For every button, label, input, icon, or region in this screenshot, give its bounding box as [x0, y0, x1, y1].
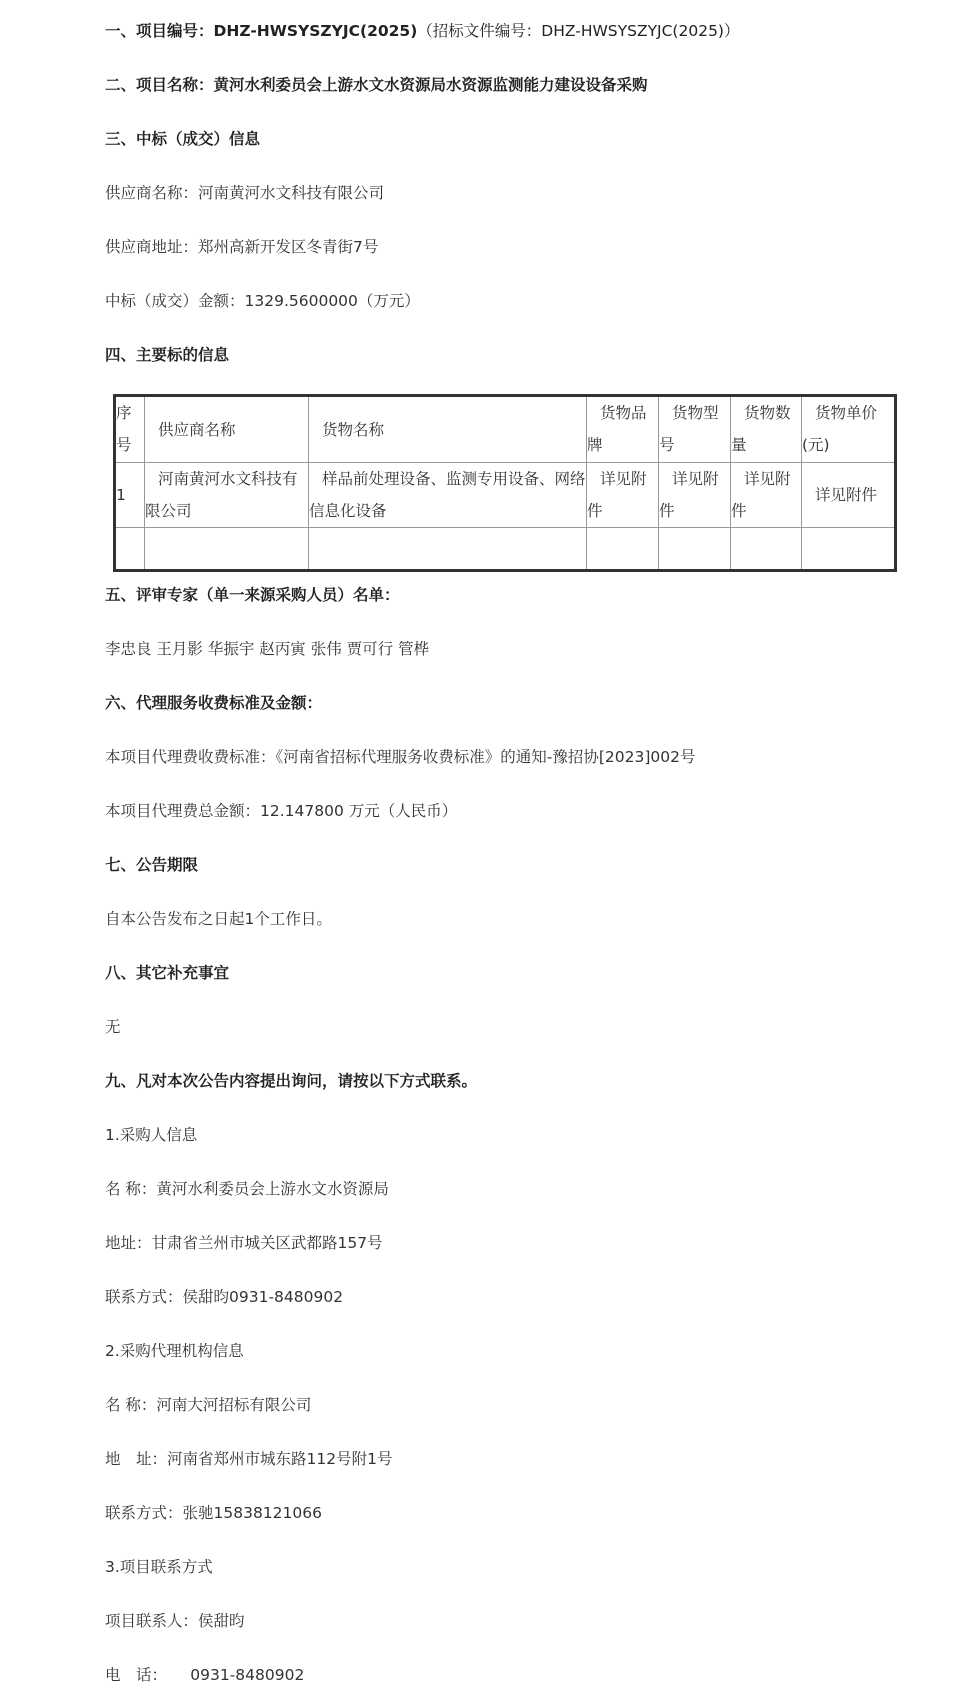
table-cell: 1	[115, 463, 145, 528]
project-name	[105, 58, 980, 112]
table-cell	[802, 528, 896, 571]
section-heading: 六、代理服务收费标准及金额：	[105, 694, 323, 712]
agent-title: 2.采购代理机构信息	[105, 1342, 244, 1360]
header-cell: 供应商名称	[145, 396, 309, 463]
table-row-empty	[115, 528, 896, 571]
other-matters: 无	[105, 1018, 121, 1036]
project-code: DHZ-HWSYSZYJC(2025)	[213, 22, 418, 40]
table-cell	[731, 528, 802, 571]
supplier-name: 供应商名称：河南黄河水文科技有限公司	[105, 184, 385, 202]
subject-info-table	[113, 394, 897, 572]
header-cell: 序号	[115, 396, 145, 463]
project-name-value: 黄河水利委员会上游水文水资源局水资源监测能力建设设备采购	[213, 76, 648, 94]
supplier-address: 供应商地址：郑州高新开发区冬青街7号	[105, 238, 379, 256]
table-cell	[115, 528, 145, 571]
section-heading: 五、评审专家（单一来源采购人员）名单：	[105, 586, 400, 604]
table-cell	[587, 528, 659, 571]
tender-doc-number: （招标文件编号：DHZ-HWSYSZYJC(2025)）	[417, 22, 740, 40]
fee-standard: 本项目代理费收费标准：《河南省招标代理服务收费标准》的通知-豫招协[2023]002号	[105, 748, 696, 766]
table-row	[115, 463, 896, 528]
table-cell: 详见附件	[731, 463, 802, 528]
agent-contact: 联系方式：张驰15838121066	[105, 1504, 322, 1522]
section-heading: 九、凡对本次公告内容提出询问，请按以下方式联系。	[105, 1072, 478, 1090]
header-cell: 货物型号	[659, 396, 731, 463]
buyer-contact: 联系方式：侯甜昀0931-8480902	[105, 1288, 344, 1306]
header-cell: 货物名称	[309, 396, 587, 463]
agent-address: 地 址：河南省郑州市城东路112号附1号	[105, 1450, 393, 1468]
project-number	[105, 4, 980, 58]
section-heading: 四、主要标的信息	[105, 346, 230, 364]
label: 二、项目名称：	[105, 76, 214, 94]
table-cell: 详见附件	[659, 463, 731, 528]
label: 一、项目编号：	[105, 22, 214, 40]
expert-names: 李忠良 王月影 华振宇 赵丙寅 张伟 贾可行 管桦	[105, 640, 430, 658]
table-cell	[145, 528, 309, 571]
section-heading: 八、其它补充事宜	[105, 964, 230, 982]
agent-name: 名 称：河南大河招标有限公司	[105, 1396, 312, 1414]
header-cell: 货物数量	[731, 396, 802, 463]
table-cell: 河南黄河水文科技有限公司	[145, 463, 309, 528]
buyer-address: 地址：甘肃省兰州市城关区武都路157号	[105, 1234, 383, 1252]
table-cell	[309, 528, 587, 571]
table-cell	[659, 528, 731, 571]
table-cell: 样品前处理设备、监测专用设备、网络信息化设备	[309, 463, 587, 528]
header-cell: 货物品牌	[587, 396, 659, 463]
notice-period: 自本公告发布之日起1个工作日。	[105, 910, 332, 928]
fee-total: 本项目代理费总金额：12.147800 万元（人民币）	[105, 802, 458, 820]
section-heading: 七、公告期限	[105, 856, 199, 874]
header-cell: 货物单价(元)	[802, 396, 896, 463]
buyer-title: 1.采购人信息	[105, 1126, 198, 1144]
table-cell: 详见附件	[587, 463, 659, 528]
project-contact-phone: 电 话： 0931-8480902	[105, 1666, 305, 1684]
project-contact-title: 3.项目联系方式	[105, 1558, 213, 1576]
table-header-row	[115, 396, 896, 463]
project-contact-person: 项目联系人：侯甜昀	[105, 1612, 245, 1630]
section-heading: 三、中标（成交）信息	[105, 130, 261, 148]
table-cell: 详见附件	[802, 463, 896, 528]
buyer-name: 名 称：黄河水利委员会上游水文水资源局	[105, 1180, 389, 1198]
award-amount: 中标（成交）金额：1329.5600000（万元）	[105, 292, 420, 310]
